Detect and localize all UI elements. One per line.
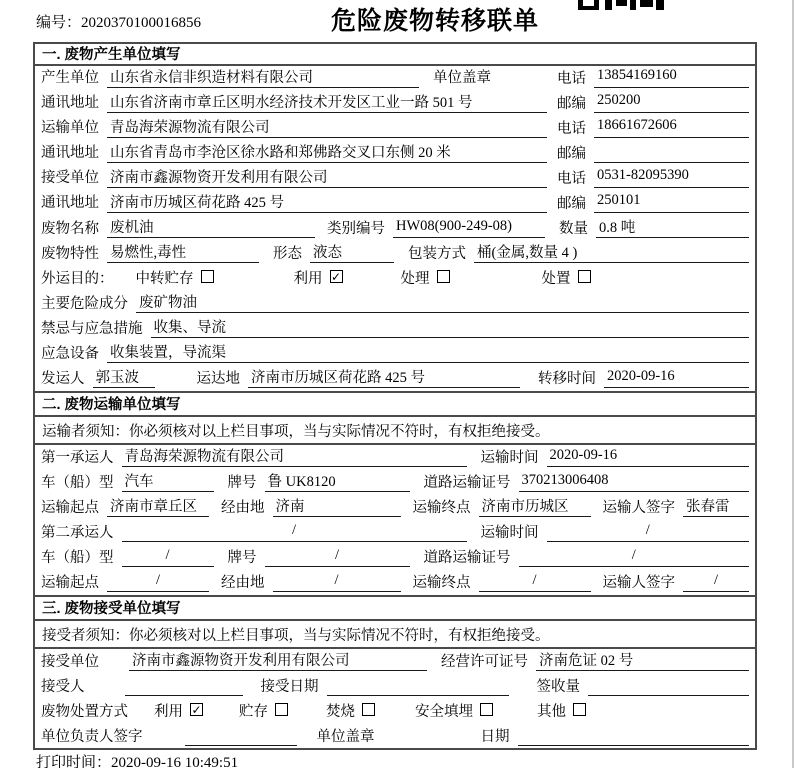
phone-value: 13854169160 bbox=[594, 67, 749, 88]
road-cert-label: 道路运输证号 bbox=[423, 475, 511, 491]
address-label: 通讯地址 bbox=[41, 195, 99, 211]
section3-header: 三. 废物接受单位填写 bbox=[35, 595, 755, 621]
receiver-row bbox=[35, 166, 755, 191]
transport-time-label: 运输时间 bbox=[480, 450, 539, 466]
checkbox-icon bbox=[362, 703, 375, 716]
via-value: 济南 bbox=[273, 495, 401, 517]
emergency-equipment-row bbox=[35, 341, 755, 366]
via-label: 经由地 bbox=[221, 500, 265, 516]
phone-value: 18661672606 bbox=[594, 117, 749, 138]
vehicle-value: / bbox=[122, 547, 214, 567]
phone-label: 电话 bbox=[557, 121, 586, 137]
disposal-label: 废物处置方式 bbox=[41, 704, 128, 720]
option-label: 中转贮存 bbox=[135, 271, 194, 287]
receiver-notice: 接受者须知：你必须核对以上栏目事项，当与实际情况不符时，有权拒绝接受。 bbox=[35, 621, 755, 649]
waste-name-label: 废物名称 bbox=[41, 221, 99, 237]
serial-label: 编号： bbox=[36, 15, 82, 31]
plate-label: 牌号 bbox=[227, 475, 257, 491]
consignor-label: 发运人 bbox=[41, 371, 85, 387]
producer-address-row bbox=[35, 91, 755, 116]
carrier-value: 青岛海荣源物流有限公司 bbox=[122, 445, 467, 467]
qr-code-partial bbox=[578, 0, 664, 10]
destination-value: 济南市历城区荷花路 425 号 bbox=[248, 366, 520, 388]
road-cert-label: 道路运输证号 bbox=[423, 550, 511, 566]
accept-date-value bbox=[327, 676, 509, 696]
quantity-value: 0.8 吨 bbox=[596, 216, 749, 238]
accept-unit-value: 济南市鑫源物资开发利用有限公司 bbox=[129, 649, 427, 671]
transporter-value: 青岛海荣源物流有限公司 bbox=[107, 116, 547, 138]
hazard-component-row bbox=[35, 291, 755, 316]
address-value: 山东省济南市章丘区明水经济技术开发区工业一路 501 号 bbox=[107, 91, 547, 113]
option-label: 利用 bbox=[154, 704, 183, 720]
vehicle-label: 车（船）型 bbox=[41, 475, 114, 491]
vehicle-value: 汽车 bbox=[122, 470, 214, 492]
producer-label: 产生单位 bbox=[41, 70, 99, 86]
receiver-value: 济南市鑫源物资开发利用有限公司 bbox=[107, 166, 547, 188]
disposal-option-incinerate bbox=[326, 700, 375, 721]
section1-header: 一. 废物产生单位填写 bbox=[35, 44, 755, 66]
category-label: 类别编号 bbox=[327, 221, 385, 237]
taboo-value: 收集、导流 bbox=[151, 316, 750, 338]
accept-unit-row bbox=[35, 649, 755, 674]
disposal-option-other bbox=[537, 700, 586, 721]
checkbox-icon bbox=[437, 270, 450, 283]
plate-value: 鲁 UK8120 bbox=[265, 470, 410, 492]
license-value: 济南危证 02 号 bbox=[536, 649, 749, 671]
hazard-value: 废矿物油 bbox=[136, 291, 749, 313]
taboo-label: 禁忌与应急措施 bbox=[41, 321, 143, 337]
form-label: 形态 bbox=[273, 246, 302, 262]
checkbox-icon bbox=[578, 270, 591, 283]
manager-sign-label: 单位负责人签字 bbox=[41, 729, 143, 745]
zip-value: 250101 bbox=[594, 192, 749, 213]
zip-label: 邮编 bbox=[557, 146, 586, 162]
print-time-value: 2020-09-16 10:49:51 bbox=[111, 755, 239, 768]
transport-time-label: 运输时间 bbox=[480, 525, 539, 541]
disposal-option-utilize bbox=[154, 700, 203, 721]
option-label: 安全填埋 bbox=[415, 704, 473, 720]
equipment-value: 收集装置，导流渠 bbox=[107, 341, 749, 363]
terminus-label: 运输终点 bbox=[412, 575, 471, 591]
purpose-option-treat bbox=[401, 267, 450, 288]
serial-number-line bbox=[36, 11, 201, 32]
category-value: HW08(900-249-08) bbox=[393, 218, 545, 238]
zip-value bbox=[594, 142, 749, 163]
disposal-method-row bbox=[35, 699, 755, 724]
date-value bbox=[518, 726, 750, 746]
accept-date-label: 接受日期 bbox=[260, 679, 319, 695]
plate-label: 牌号 bbox=[227, 550, 257, 566]
address-value: 山东省青岛市李沧区徐水路和郑佛路交叉口东侧 20 米 bbox=[107, 141, 547, 163]
zip-label: 邮编 bbox=[557, 196, 586, 212]
qr-block bbox=[616, 0, 627, 6]
transfer-time-value: 2020-09-16 bbox=[604, 368, 749, 388]
transport-route-row bbox=[35, 495, 755, 520]
transport-time-value: / bbox=[547, 522, 750, 542]
character-label: 废物特性 bbox=[41, 246, 99, 262]
checkbox-icon bbox=[201, 270, 214, 283]
vehicle-label: 车（船）型 bbox=[41, 550, 114, 566]
manager-signature-row bbox=[35, 724, 755, 749]
via-label: 经由地 bbox=[221, 575, 265, 591]
purpose-option-utilize bbox=[294, 267, 343, 288]
purpose-option-dispose bbox=[542, 267, 591, 288]
acceptor-label: 接受人 bbox=[41, 679, 85, 695]
checkbox-icon bbox=[573, 703, 586, 716]
page-edge-divider bbox=[792, 0, 794, 768]
producer-value: 山东省永信非织造材料有限公司 bbox=[107, 66, 419, 88]
carrier-label: 第一承运人 bbox=[41, 450, 114, 466]
packing-label: 包装方式 bbox=[408, 246, 466, 262]
address-label: 通讯地址 bbox=[41, 95, 99, 111]
vehicle-type-row2 bbox=[35, 545, 755, 570]
disposal-option-landfill bbox=[415, 700, 493, 721]
via-value: / bbox=[273, 572, 401, 592]
qr-block bbox=[605, 0, 612, 10]
option-label: 贮存 bbox=[239, 704, 268, 720]
plate-value: / bbox=[265, 547, 410, 567]
producer-row bbox=[35, 66, 755, 91]
phone-value: 0531-82095390 bbox=[594, 167, 749, 188]
checkbox-icon bbox=[480, 703, 493, 716]
transporter-notice: 运输者须知：你必须核对以上栏目事项，当与实际情况不符时，有权拒绝接受。 bbox=[35, 417, 755, 445]
receiver-label: 接受单位 bbox=[41, 170, 99, 186]
received-qty-label: 签收量 bbox=[536, 679, 580, 695]
acceptor-row bbox=[35, 674, 755, 699]
origin-label: 运输起点 bbox=[41, 500, 99, 516]
transporter-row bbox=[35, 116, 755, 141]
purpose-option-storage bbox=[136, 267, 214, 288]
address-value: 济南市历城区荷花路 425 号 bbox=[107, 191, 547, 213]
print-time-label: 打印时间： bbox=[36, 755, 112, 768]
document-title: 危险废物转移联单 bbox=[331, 7, 540, 35]
second-carrier-row bbox=[35, 520, 755, 545]
transporter-sign-label: 运输人签字 bbox=[602, 500, 675, 516]
packing-value: 桶(金属,数量 4 ) bbox=[474, 241, 749, 263]
address-label: 通讯地址 bbox=[41, 145, 99, 161]
consignor-row bbox=[35, 366, 755, 391]
qr-block bbox=[656, 0, 664, 10]
zip-label: 邮编 bbox=[557, 96, 586, 112]
waste-name-value: 废机油 bbox=[107, 216, 315, 238]
transporter-label: 运输单位 bbox=[41, 120, 99, 136]
option-label: 利用 bbox=[293, 271, 323, 287]
qr-finder-icon bbox=[578, 0, 599, 10]
zip-value: 250200 bbox=[594, 92, 749, 113]
road-cert-value: 370213006408 bbox=[519, 472, 750, 492]
equipment-label: 应急设备 bbox=[41, 346, 99, 362]
serial-number: 2020370100016856 bbox=[81, 15, 202, 31]
origin-label: 运输起点 bbox=[41, 575, 99, 591]
carrier-value: / bbox=[122, 522, 467, 542]
origin-value: / bbox=[107, 572, 209, 592]
unit-seal-label: 单位盖章 bbox=[316, 729, 375, 745]
checkbox-checked-icon bbox=[330, 270, 343, 283]
quantity-label: 数量 bbox=[559, 221, 588, 237]
receiver-address-row bbox=[35, 191, 755, 216]
disposal-option-store bbox=[239, 700, 288, 721]
vehicle-type-row bbox=[35, 470, 755, 495]
terminus-value: 济南市历城区 bbox=[479, 495, 591, 517]
consignor-value: 郭玉波 bbox=[93, 366, 155, 388]
transporter-sign-value: 张春雷 bbox=[683, 495, 749, 517]
waste-character-row bbox=[35, 241, 755, 266]
purpose-label: 外运目的： bbox=[41, 271, 114, 287]
transport-route-row2 bbox=[35, 570, 755, 595]
waste-name-row bbox=[35, 216, 755, 241]
first-carrier-row bbox=[35, 445, 755, 470]
terminus-label: 运输终点 bbox=[412, 500, 471, 516]
option-label: 处理 bbox=[400, 271, 430, 287]
qr-block bbox=[640, 0, 653, 7]
seal-label: 单位盖章 bbox=[433, 70, 491, 86]
character-value: 易燃性,毒性 bbox=[107, 241, 259, 263]
transporter-sign-label: 运输人签字 bbox=[602, 575, 675, 591]
transport-time-value: 2020-09-16 bbox=[547, 447, 750, 467]
road-cert-value: / bbox=[519, 547, 750, 567]
date-label: 日期 bbox=[480, 729, 510, 745]
transporter-address-row bbox=[35, 141, 755, 166]
origin-value: 济南市章丘区 bbox=[107, 495, 209, 517]
manifest-form-table bbox=[33, 42, 757, 750]
form-value: 液态 bbox=[310, 241, 394, 263]
option-label: 其他 bbox=[537, 704, 566, 720]
option-label: 处置 bbox=[541, 271, 571, 287]
acceptor-value bbox=[125, 676, 243, 696]
carrier-label: 第二承运人 bbox=[41, 525, 114, 541]
destination-label: 运达地 bbox=[196, 371, 240, 387]
checkbox-checked-icon bbox=[190, 703, 203, 716]
qr-block bbox=[630, 0, 636, 10]
section2-header: 二. 废物运输单位填写 bbox=[35, 391, 755, 417]
option-label: 焚烧 bbox=[326, 704, 355, 720]
received-qty-value bbox=[588, 676, 749, 696]
accept-unit-label: 接受单位 bbox=[41, 654, 99, 670]
hazard-label: 主要危险成分 bbox=[41, 296, 128, 312]
print-time-line bbox=[36, 751, 238, 768]
transfer-time-label: 转移时间 bbox=[538, 371, 596, 387]
manager-sign-value bbox=[185, 726, 297, 746]
transporter-sign-value: / bbox=[683, 572, 749, 592]
checkbox-icon bbox=[275, 703, 288, 716]
terminus-value: / bbox=[479, 572, 591, 592]
license-label: 经营许可证号 bbox=[441, 654, 528, 670]
phone-label: 电话 bbox=[557, 171, 586, 187]
transfer-purpose-row bbox=[35, 266, 755, 291]
taboo-measures-row bbox=[35, 316, 755, 341]
phone-label: 电话 bbox=[557, 71, 586, 87]
